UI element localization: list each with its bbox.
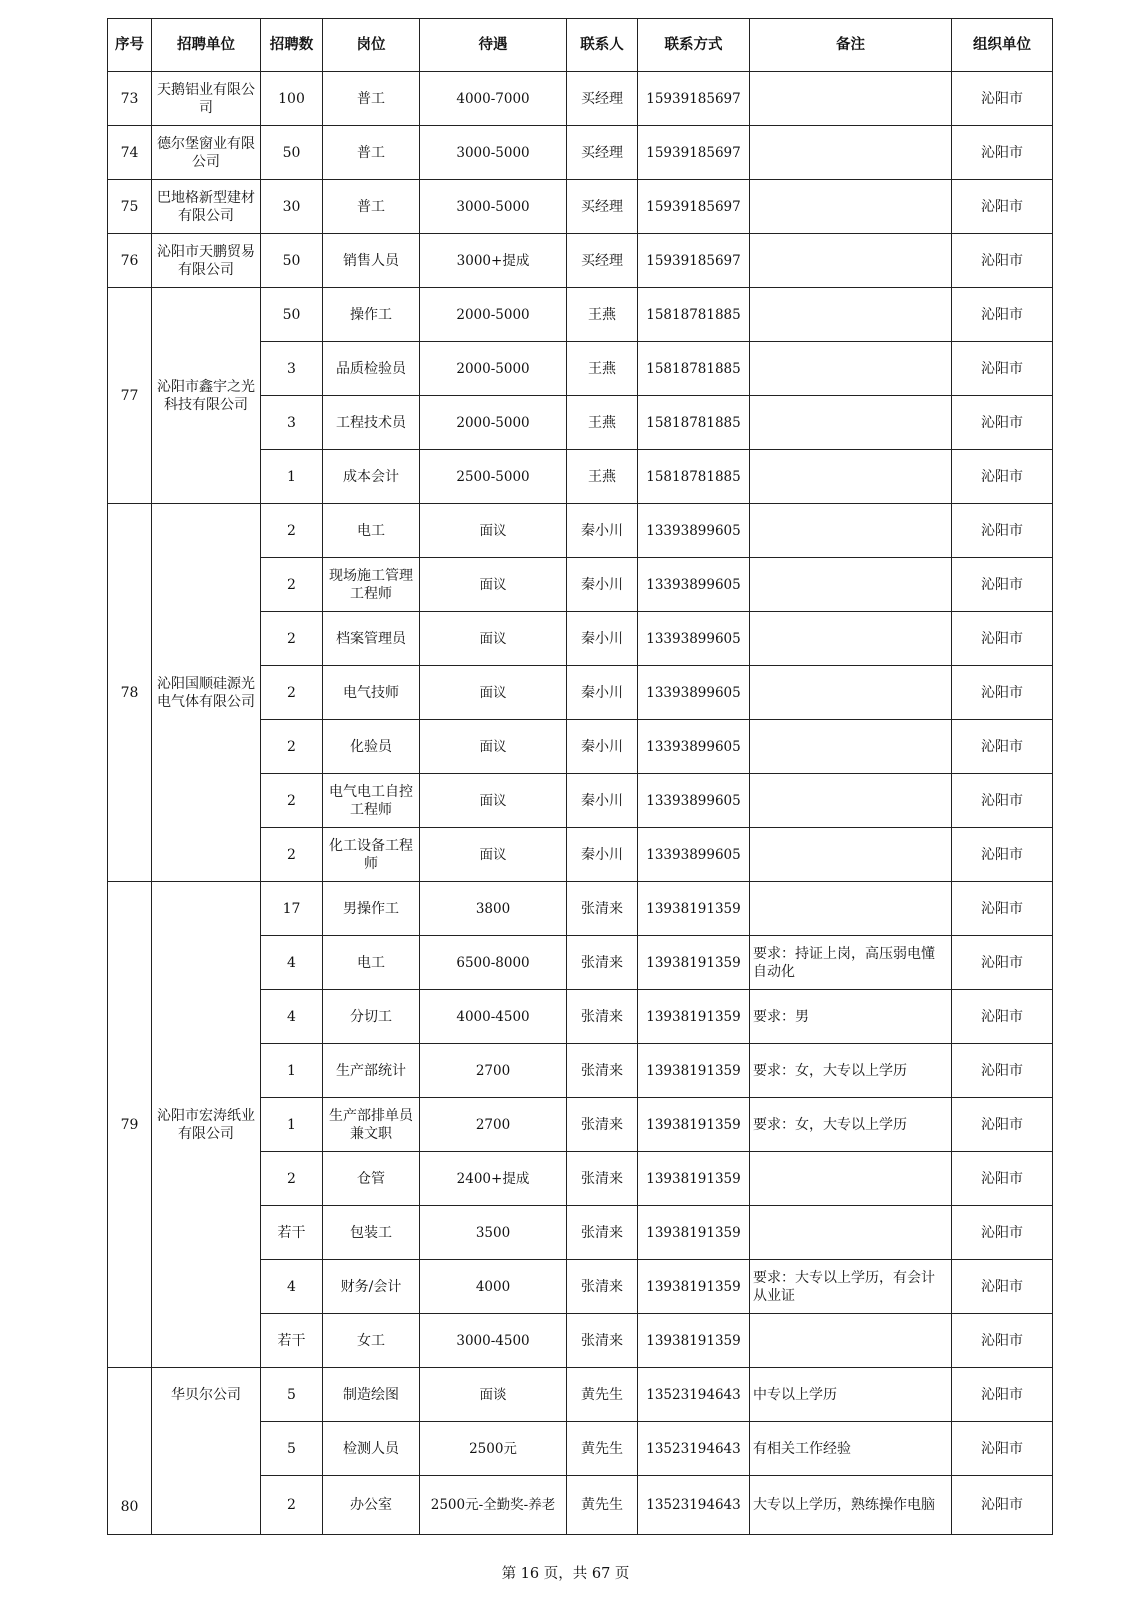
company-cell: 沁阳国顺硅源光电气体有限公司 (152, 504, 261, 882)
org-cell: 沁阳市 (952, 1044, 1053, 1098)
note-cell: 要求：女，大专以上学历 (750, 1044, 952, 1098)
note-cell (750, 504, 952, 558)
salary-cell: 面议 (420, 666, 567, 720)
salary-cell: 3000-5000 (420, 180, 567, 234)
org-cell: 沁阳市 (952, 1206, 1053, 1260)
org-cell: 沁阳市 (952, 720, 1053, 774)
position-cell: 销售人员 (323, 234, 420, 288)
position-cell: 办公室 (323, 1476, 420, 1535)
index-cell: 79 (108, 882, 152, 1368)
phone-cell: 13393899605 (638, 828, 750, 882)
org-cell: 沁阳市 (952, 1314, 1053, 1368)
phone-cell: 15939185697 (638, 72, 750, 126)
count-cell: 50 (261, 234, 323, 288)
note-cell (750, 882, 952, 936)
salary-cell: 面议 (420, 504, 567, 558)
salary-cell: 面议 (420, 558, 567, 612)
phone-cell: 15818781885 (638, 342, 750, 396)
note-cell (750, 612, 952, 666)
table-row (108, 180, 1053, 234)
position-cell: 包装工 (323, 1206, 420, 1260)
position-cell: 普工 (323, 126, 420, 180)
table-row (108, 504, 1053, 558)
salary-cell: 2000-5000 (420, 396, 567, 450)
count-cell: 2 (261, 504, 323, 558)
count-cell: 2 (261, 666, 323, 720)
company-cell: 天鹅铝业有限公司 (152, 72, 261, 126)
position-cell: 财务/会计 (323, 1260, 420, 1314)
count-cell: 2 (261, 1476, 323, 1535)
phone-cell: 13938191359 (638, 936, 750, 990)
header-note: 备注 (750, 19, 952, 72)
count-cell: 2 (261, 558, 323, 612)
salary-cell: 2500元 (420, 1422, 567, 1476)
org-cell: 沁阳市 (952, 234, 1053, 288)
org-cell: 沁阳市 (952, 666, 1053, 720)
phone-cell: 13938191359 (638, 1152, 750, 1206)
salary-cell: 面议 (420, 612, 567, 666)
position-cell: 工程技术员 (323, 396, 420, 450)
contact-cell: 买经理 (567, 72, 638, 126)
salary-cell: 2500元-全勤奖-养老 (420, 1476, 567, 1535)
org-cell: 沁阳市 (952, 396, 1053, 450)
phone-cell: 13938191359 (638, 882, 750, 936)
salary-cell: 3000-4500 (420, 1314, 567, 1368)
header-phone: 联系方式 (638, 19, 750, 72)
note-cell (750, 180, 952, 234)
position-cell: 生产部统计 (323, 1044, 420, 1098)
header-org: 组织单位 (952, 19, 1053, 72)
org-cell: 沁阳市 (952, 612, 1053, 666)
phone-cell: 13393899605 (638, 774, 750, 828)
phone-cell: 13393899605 (638, 504, 750, 558)
contact-cell: 秦小川 (567, 612, 638, 666)
position-cell: 成本会计 (323, 450, 420, 504)
contact-cell: 买经理 (567, 180, 638, 234)
note-cell: 中专以上学历 (750, 1368, 952, 1422)
salary-cell: 2700 (420, 1044, 567, 1098)
org-cell: 沁阳市 (952, 180, 1053, 234)
org-cell: 沁阳市 (952, 990, 1053, 1044)
position-cell: 化验员 (323, 720, 420, 774)
salary-cell: 4000-7000 (420, 72, 567, 126)
header-position: 岗位 (323, 19, 420, 72)
job-table (107, 18, 1053, 1535)
index-cell: 75 (108, 180, 152, 234)
company-cell: 德尔堡窗业有限公司 (152, 126, 261, 180)
org-cell: 沁阳市 (952, 828, 1053, 882)
salary-cell: 4000 (420, 1260, 567, 1314)
table-row (108, 72, 1053, 126)
salary-cell: 2000-5000 (420, 342, 567, 396)
position-cell: 化工设备工程师 (323, 828, 420, 882)
count-cell: 2 (261, 720, 323, 774)
note-cell: 要求：大专以上学历，有会计从业证 (750, 1260, 952, 1314)
table-body (108, 72, 1053, 1535)
contact-cell: 黄先生 (567, 1476, 638, 1535)
position-cell: 制造绘图 (323, 1368, 420, 1422)
count-cell: 5 (261, 1368, 323, 1422)
org-cell: 沁阳市 (952, 1476, 1053, 1535)
count-cell: 50 (261, 288, 323, 342)
count-cell: 1 (261, 1098, 323, 1152)
contact-cell: 张清来 (567, 882, 638, 936)
note-cell (750, 1314, 952, 1368)
contact-cell: 秦小川 (567, 666, 638, 720)
contact-cell: 张清来 (567, 1260, 638, 1314)
note-cell (750, 774, 952, 828)
count-cell: 1 (261, 450, 323, 504)
count-cell: 2 (261, 828, 323, 882)
phone-cell: 15939185697 (638, 234, 750, 288)
index-cell: 76 (108, 234, 152, 288)
phone-cell: 13938191359 (638, 1206, 750, 1260)
position-cell: 电工 (323, 504, 420, 558)
note-cell: 有相关工作经验 (750, 1422, 952, 1476)
phone-cell: 13393899605 (638, 558, 750, 612)
table-row (108, 234, 1053, 288)
index-cell: 74 (108, 126, 152, 180)
salary-cell: 2700 (420, 1098, 567, 1152)
phone-cell: 13938191359 (638, 1098, 750, 1152)
position-cell: 普工 (323, 72, 420, 126)
contact-cell: 秦小川 (567, 828, 638, 882)
header-count: 招聘数 (261, 19, 323, 72)
org-cell: 沁阳市 (952, 1260, 1053, 1314)
note-cell (750, 342, 952, 396)
phone-cell: 15939185697 (638, 180, 750, 234)
phone-cell: 15818781885 (638, 288, 750, 342)
page-footer: 第 16 页，共 67 页 (501, 1566, 630, 1582)
salary-cell: 3000+提成 (420, 234, 567, 288)
note-cell (750, 450, 952, 504)
contact-cell: 张清来 (567, 1206, 638, 1260)
table-row (108, 126, 1053, 180)
position-cell: 档案管理员 (323, 612, 420, 666)
count-cell: 5 (261, 1422, 323, 1476)
company-cell: 华贝尔公司 (152, 1368, 261, 1535)
org-cell: 沁阳市 (952, 288, 1053, 342)
org-cell: 沁阳市 (952, 774, 1053, 828)
position-cell: 电气技师 (323, 666, 420, 720)
company-cell: 沁阳市鑫宇之光科技有限公司 (152, 288, 261, 504)
phone-cell: 13938191359 (638, 1260, 750, 1314)
contact-cell: 秦小川 (567, 720, 638, 774)
phone-cell: 13393899605 (638, 720, 750, 774)
contact-cell: 王燕 (567, 450, 638, 504)
note-cell: 大专以上学历，熟练操作电脑 (750, 1476, 952, 1535)
header-company: 招聘单位 (152, 19, 261, 72)
table-row (108, 1368, 1053, 1422)
note-cell: 要求：持证上岗，高压弱电懂自动化 (750, 936, 952, 990)
phone-cell: 13393899605 (638, 666, 750, 720)
index-cell: 77 (108, 288, 152, 504)
position-cell: 电气电工自控工程师 (323, 774, 420, 828)
salary-cell: 面议 (420, 828, 567, 882)
header-index: 序号 (108, 19, 152, 72)
company-cell: 巴地格新型建材有限公司 (152, 180, 261, 234)
note-cell (750, 828, 952, 882)
org-cell: 沁阳市 (952, 504, 1053, 558)
count-cell: 2 (261, 612, 323, 666)
count-cell: 若干 (261, 1314, 323, 1368)
note-cell (750, 288, 952, 342)
position-cell: 生产部排单员兼文职 (323, 1098, 420, 1152)
contact-cell: 秦小川 (567, 504, 638, 558)
contact-cell: 张清来 (567, 1152, 638, 1206)
position-cell: 检测人员 (323, 1422, 420, 1476)
salary-cell: 面谈 (420, 1368, 567, 1422)
salary-cell: 2000-5000 (420, 288, 567, 342)
salary-cell: 3800 (420, 882, 567, 936)
table-row (108, 288, 1053, 342)
position-cell: 分切工 (323, 990, 420, 1044)
position-cell: 现场施工管理工程师 (323, 558, 420, 612)
salary-cell: 4000-4500 (420, 990, 567, 1044)
index-cell: 78 (108, 504, 152, 882)
contact-cell: 张清来 (567, 1314, 638, 1368)
note-cell (750, 666, 952, 720)
salary-cell: 6500-8000 (420, 936, 567, 990)
org-cell: 沁阳市 (952, 450, 1053, 504)
position-cell: 普工 (323, 180, 420, 234)
contact-cell: 秦小川 (567, 774, 638, 828)
count-cell: 100 (261, 72, 323, 126)
count-cell: 4 (261, 936, 323, 990)
position-cell: 男操作工 (323, 882, 420, 936)
header-contact: 联系人 (567, 19, 638, 72)
index-cell: 73 (108, 72, 152, 126)
org-cell: 沁阳市 (952, 936, 1053, 990)
contact-cell: 买经理 (567, 126, 638, 180)
org-cell: 沁阳市 (952, 882, 1053, 936)
org-cell: 沁阳市 (952, 1152, 1053, 1206)
salary-cell: 2400+提成 (420, 1152, 567, 1206)
count-cell: 若干 (261, 1206, 323, 1260)
phone-cell: 13393899605 (638, 612, 750, 666)
count-cell: 17 (261, 882, 323, 936)
count-cell: 30 (261, 180, 323, 234)
note-cell (750, 126, 952, 180)
org-cell: 沁阳市 (952, 342, 1053, 396)
note-cell (750, 72, 952, 126)
table-header-row (108, 19, 1053, 72)
count-cell: 1 (261, 1044, 323, 1098)
note-cell (750, 558, 952, 612)
phone-cell: 15818781885 (638, 450, 750, 504)
count-cell: 50 (261, 126, 323, 180)
phone-cell: 13523194643 (638, 1422, 750, 1476)
note-cell (750, 1206, 952, 1260)
contact-cell: 张清来 (567, 936, 638, 990)
contact-cell: 张清来 (567, 1098, 638, 1152)
org-cell: 沁阳市 (952, 1368, 1053, 1422)
contact-cell: 王燕 (567, 288, 638, 342)
salary-cell: 面议 (420, 720, 567, 774)
table-row (108, 882, 1053, 936)
salary-cell: 面议 (420, 774, 567, 828)
note-cell (750, 234, 952, 288)
position-cell: 操作工 (323, 288, 420, 342)
count-cell: 3 (261, 342, 323, 396)
count-cell: 2 (261, 1152, 323, 1206)
contact-cell: 黄先生 (567, 1422, 638, 1476)
note-cell (750, 1152, 952, 1206)
salary-cell: 3000-5000 (420, 126, 567, 180)
contact-cell: 张清来 (567, 1044, 638, 1098)
contact-cell: 黄先生 (567, 1368, 638, 1422)
count-cell: 2 (261, 774, 323, 828)
position-cell: 女工 (323, 1314, 420, 1368)
count-cell: 4 (261, 990, 323, 1044)
contact-cell: 买经理 (567, 234, 638, 288)
org-cell: 沁阳市 (952, 126, 1053, 180)
org-cell: 沁阳市 (952, 558, 1053, 612)
phone-cell: 13523194643 (638, 1368, 750, 1422)
count-cell: 4 (261, 1260, 323, 1314)
contact-cell: 秦小川 (567, 558, 638, 612)
note-cell: 要求：男 (750, 990, 952, 1044)
org-cell: 沁阳市 (952, 1422, 1053, 1476)
header-salary: 待遇 (420, 19, 567, 72)
position-cell: 电工 (323, 936, 420, 990)
position-cell: 品质检验员 (323, 342, 420, 396)
company-cell: 沁阳市天鹏贸易有限公司 (152, 234, 261, 288)
phone-cell: 13938191359 (638, 1044, 750, 1098)
position-cell: 仓管 (323, 1152, 420, 1206)
note-cell (750, 720, 952, 774)
company-cell: 沁阳市宏涛纸业有限公司 (152, 882, 261, 1368)
phone-cell: 13938191359 (638, 990, 750, 1044)
contact-cell: 王燕 (567, 396, 638, 450)
index-cell: 80 (108, 1368, 152, 1535)
phone-cell: 13523194643 (638, 1476, 750, 1535)
salary-cell: 2500-5000 (420, 450, 567, 504)
note-cell: 要求：女，大专以上学历 (750, 1098, 952, 1152)
contact-cell: 王燕 (567, 342, 638, 396)
note-cell (750, 396, 952, 450)
org-cell: 沁阳市 (952, 72, 1053, 126)
phone-cell: 15818781885 (638, 396, 750, 450)
count-cell: 3 (261, 396, 323, 450)
org-cell: 沁阳市 (952, 1098, 1053, 1152)
salary-cell: 3500 (420, 1206, 567, 1260)
contact-cell: 张清来 (567, 990, 638, 1044)
job-listing-sheet (107, 18, 1052, 1535)
phone-cell: 13938191359 (638, 1314, 750, 1368)
phone-cell: 15939185697 (638, 126, 750, 180)
